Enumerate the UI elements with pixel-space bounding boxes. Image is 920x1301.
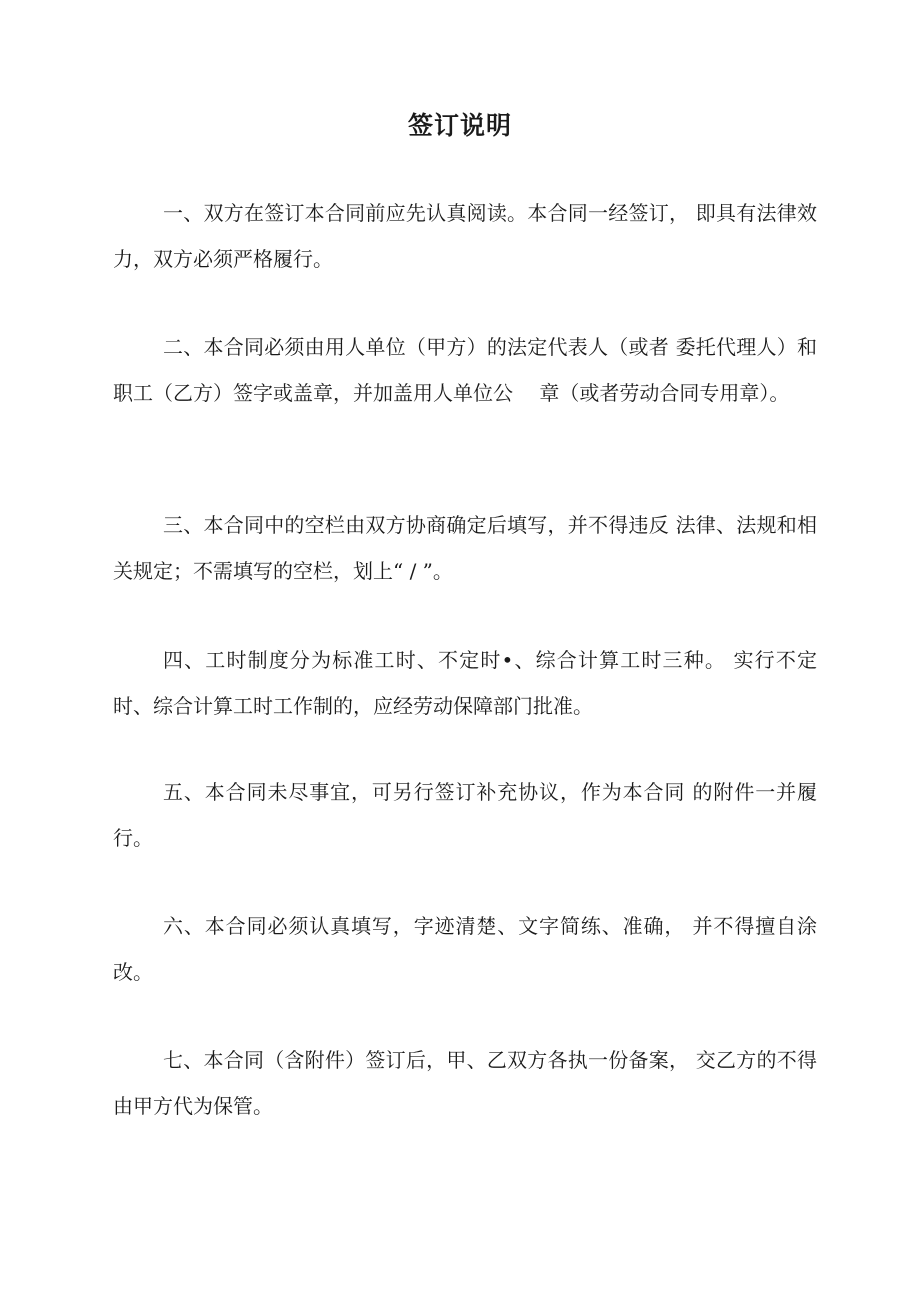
paragraph-5: 五、本合同未尽事宜，可另行签订补充协议，作为本合同 的附件一并履行。 (113, 780, 817, 850)
paragraph-4: 四、工时制度分为标准工时、不定时•、综合计算工时三种。 实行不定时、综合计算工时工作制的，应经劳动保障部门批准。 (113, 648, 817, 718)
paragraph-6: 六、本合同必须认真填写，字迹清楚、文字简练、准确， 并不得擅自涂改。 (113, 914, 817, 984)
page-title: 签订说明 (407, 111, 512, 140)
paragraph-1: 一、双方在签订本合同前应先认真阅读。本合同一经签订， 即具有法律效力，双方必须严格履行。 (113, 201, 817, 271)
paragraph-3: 三、本合同中的空栏由双方协商确定后填写，并不得违反 法律、法规和相关规定；不需填写的空栏，划上“ / ”。 (113, 513, 817, 583)
paragraph-7: 七、本合同（含附件）签订后，甲、乙双方各执一份备案， 交乙方的不得由甲方代为保管。 (113, 1048, 817, 1118)
paragraph-2: 二、本合同必须由用人单位（甲方）的法定代表人（或者 委托代理人）和职工（乙方）签字或盖章，并加盖用人单位公 章（或者劳动合同专用章）。 (113, 335, 817, 405)
